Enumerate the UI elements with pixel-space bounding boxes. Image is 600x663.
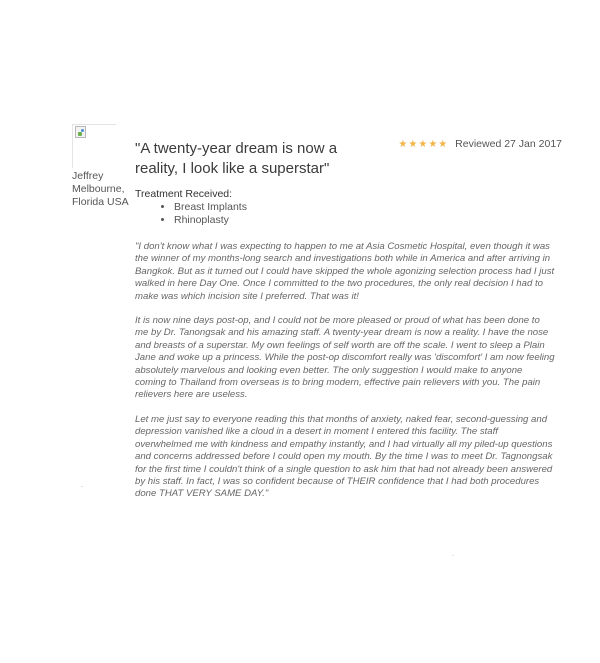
reviewer-avatar [72,124,116,168]
reviewer-location-line2: Florida USA [72,196,129,208]
review-rating [398,138,562,150]
reviewer-name: Jeffrey [72,170,104,182]
star-rating-icon: ★★★★★ [398,139,449,150]
decorative-dot [81,486,83,487]
treatment-item: • Breast Implants [174,201,247,214]
broken-image-icon [75,126,86,138]
reviewer-location-line1: Melbourne, [72,183,125,195]
treatment-item: • Rhinoplasty [174,214,247,227]
treatment-label: Treatment Received: [135,188,233,200]
decorative-dot [452,555,454,556]
review-paragraph: Let me just say to everyone reading this that months of anxiety, naked fear, second-guessing and depression vanished like a cloud in a desert in moment I entered this facility. The staff overwhelmed me with kindness and empathy instantly, and I had virtually all my piled-up questions and concerns addressed before I could open my mouth. By the time I was to meet Dr. Tagnongsak for the first time I couldn't think of a single question to ask him that had not already been answered by his staff. In fact, I was so confident because of THEIR confidence that I had both procedures done THAT VERY SAME DAY." [135,413,553,500]
treatment-list [160,201,247,227]
review-paragraph: "I don't know what I was expecting to happen to me at Asia Cosmetic Hospital, even though it was the winner of my months-long search and investigations both while in America and after arriving in Bangkok. But as it turned out I could have skipped the whole agonizing selection process had I just walked in here Day One. Once I committed to the two procedures, the only real decision I had to make was which incision site I preferred. That was it! [135,241,555,302]
reviewer-info [72,170,132,209]
review-date: Reviewed 27 Jan 2017 [455,138,562,150]
review-paragraph: It is now nine days post-op, and I could not be more pleased or proud of what has been done to me by Dr. Tanongsak and his amazing staff. A twenty-year dream is now a reality. I have the nose and breasts of a superstar. My own feelings of self worth are off the scale. I went to sleep a Plain Jane and woke up a princess. While the post-op discomfort really was 'discomfort' I am now feeling absolutely marvelous and looking even better. The only suggestion I would make to anyone coming to Thailand from overseas is to bring modern, effective pain relievers with you. The pain relievers here are useless. [135,315,555,401]
review-title: "A twenty-year dream is now a reality, I look like a superstar" [135,140,338,177]
review-body [135,241,555,513]
